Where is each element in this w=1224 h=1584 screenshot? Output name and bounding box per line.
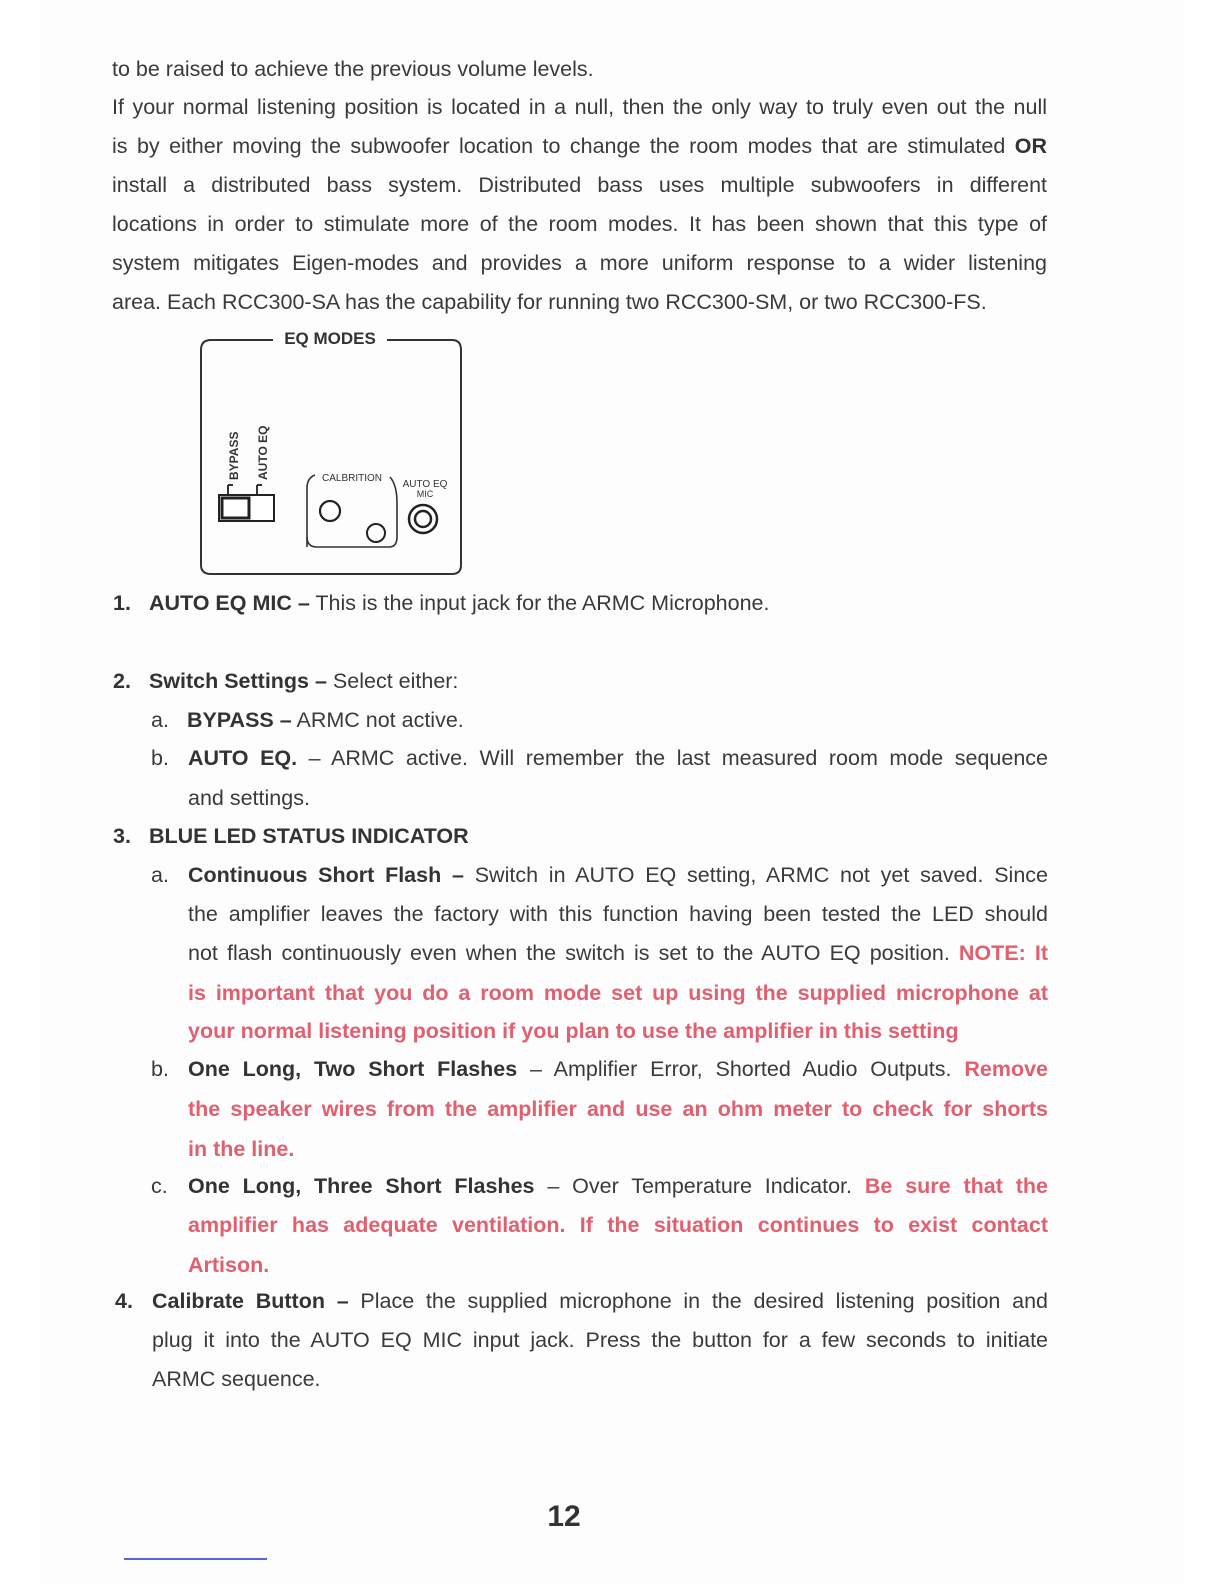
item-3c-line-3: Artison. (188, 1253, 270, 1277)
item-3a-line-1: Continuous Short Flash – Switch in AUTO EQ setting, ARMC not yet saved. Since (188, 863, 1048, 887)
mic-label-line-1: AUTO EQ (402, 479, 448, 490)
item-3a-line-4: is important that you do a room mode set up using the supplied microphone at (188, 981, 1048, 1005)
item-3: 3. BLUE LED STATUS INDICATOR (113, 824, 469, 848)
status-led (367, 524, 385, 542)
item-3b-line-3: in the line. (188, 1137, 295, 1161)
item-3c-num: c. (151, 1174, 168, 1198)
item-2b-line-2: and settings. (188, 786, 310, 810)
item-3a-line-3: not flash continuously even when the switch is set to the AUTO EQ position. NOTE: It (188, 941, 1048, 965)
mic-label-line-2: MIC (416, 489, 434, 499)
item-4-line-1: Calibrate Button – Place the supplied microphone in the desired listening position and (152, 1289, 1048, 1313)
mode-switch[interactable] (219, 495, 274, 521)
item-1: 1. AUTO EQ MIC – This is the input jack for the ARMC Microphone. (113, 591, 770, 615)
page-number: 12 (547, 1500, 581, 1533)
intro-line-2: If your normal listening position is located in a null, then the only way to truly even out the null (112, 95, 1047, 119)
item-4-line-2: plug it into the AUTO EQ MIC input jack. Press the button for a few seconds to initiate (152, 1328, 1048, 1352)
footnote-rule (124, 1558, 267, 1560)
bypass-label: BYPASS (227, 431, 241, 480)
item-4-num: 4. (115, 1289, 133, 1313)
item-3c-line-1: One Long, Three Short Flashes – Over Temperature Indicator. Be sure that the (188, 1174, 1048, 1198)
item-3c-line-2: amplifier has adequate ventilation. If the situation continues to exist contact (188, 1213, 1048, 1237)
item-3b-line-1: One Long, Two Short Flashes – Amplifier Error, Shorted Audio Outputs. Remove (188, 1057, 1048, 1081)
intro-line-4: install a distributed bass system. Distributed bass uses multiple subwoofers in different (112, 173, 1047, 197)
item-2b-line-1: AUTO EQ. – ARMC active. Will remember the last measured room mode sequence (188, 746, 1048, 770)
intro-line-3: is by either moving the subwoofer location to change the room modes that are stimulated OR (112, 134, 1047, 158)
item-3a-line-5: your normal listening position if you plan to use the amplifier in this setting (188, 1019, 959, 1043)
calibration-label: CALBRITION (321, 473, 383, 484)
item-3a-line-2: the amplifier leaves the factory with this function having been tested the LED should (188, 902, 1048, 926)
item-3b-num: b. (151, 1057, 169, 1081)
intro-line-6: system mitigates Eigen-modes and provides a more uniform response to a wider listening (112, 251, 1047, 275)
item-3b-line-2: the speaker wires from the amplifier and use an ohm meter to check for shorts (188, 1097, 1048, 1121)
mic-input-jack[interactable] (409, 505, 437, 533)
calibrate-button[interactable] (320, 501, 340, 521)
intro-line-1: to be raised to achieve the previous volume levels. (112, 57, 594, 81)
item-3a-num: a. (151, 863, 169, 887)
item-2a: a. BYPASS – ARMC not active. (151, 708, 464, 732)
auto-eq-label: AUTO EQ (256, 425, 270, 480)
item-4-line-3: ARMC sequence. (152, 1367, 321, 1391)
intro-line-7: area. Each RCC300-SA has the capability for running two RCC300-SM, or two RCC300-FS. (112, 290, 987, 314)
intro-line-5: locations in order to stimulate more of the room modes. It has been shown that this type of (112, 212, 1047, 236)
eq-modes-title: EQ MODES (284, 329, 376, 348)
item-2: 2. Switch Settings – Select either: (113, 669, 459, 693)
item-2b-num: b. (151, 746, 169, 770)
eq-modes-diagram (195, 325, 470, 580)
